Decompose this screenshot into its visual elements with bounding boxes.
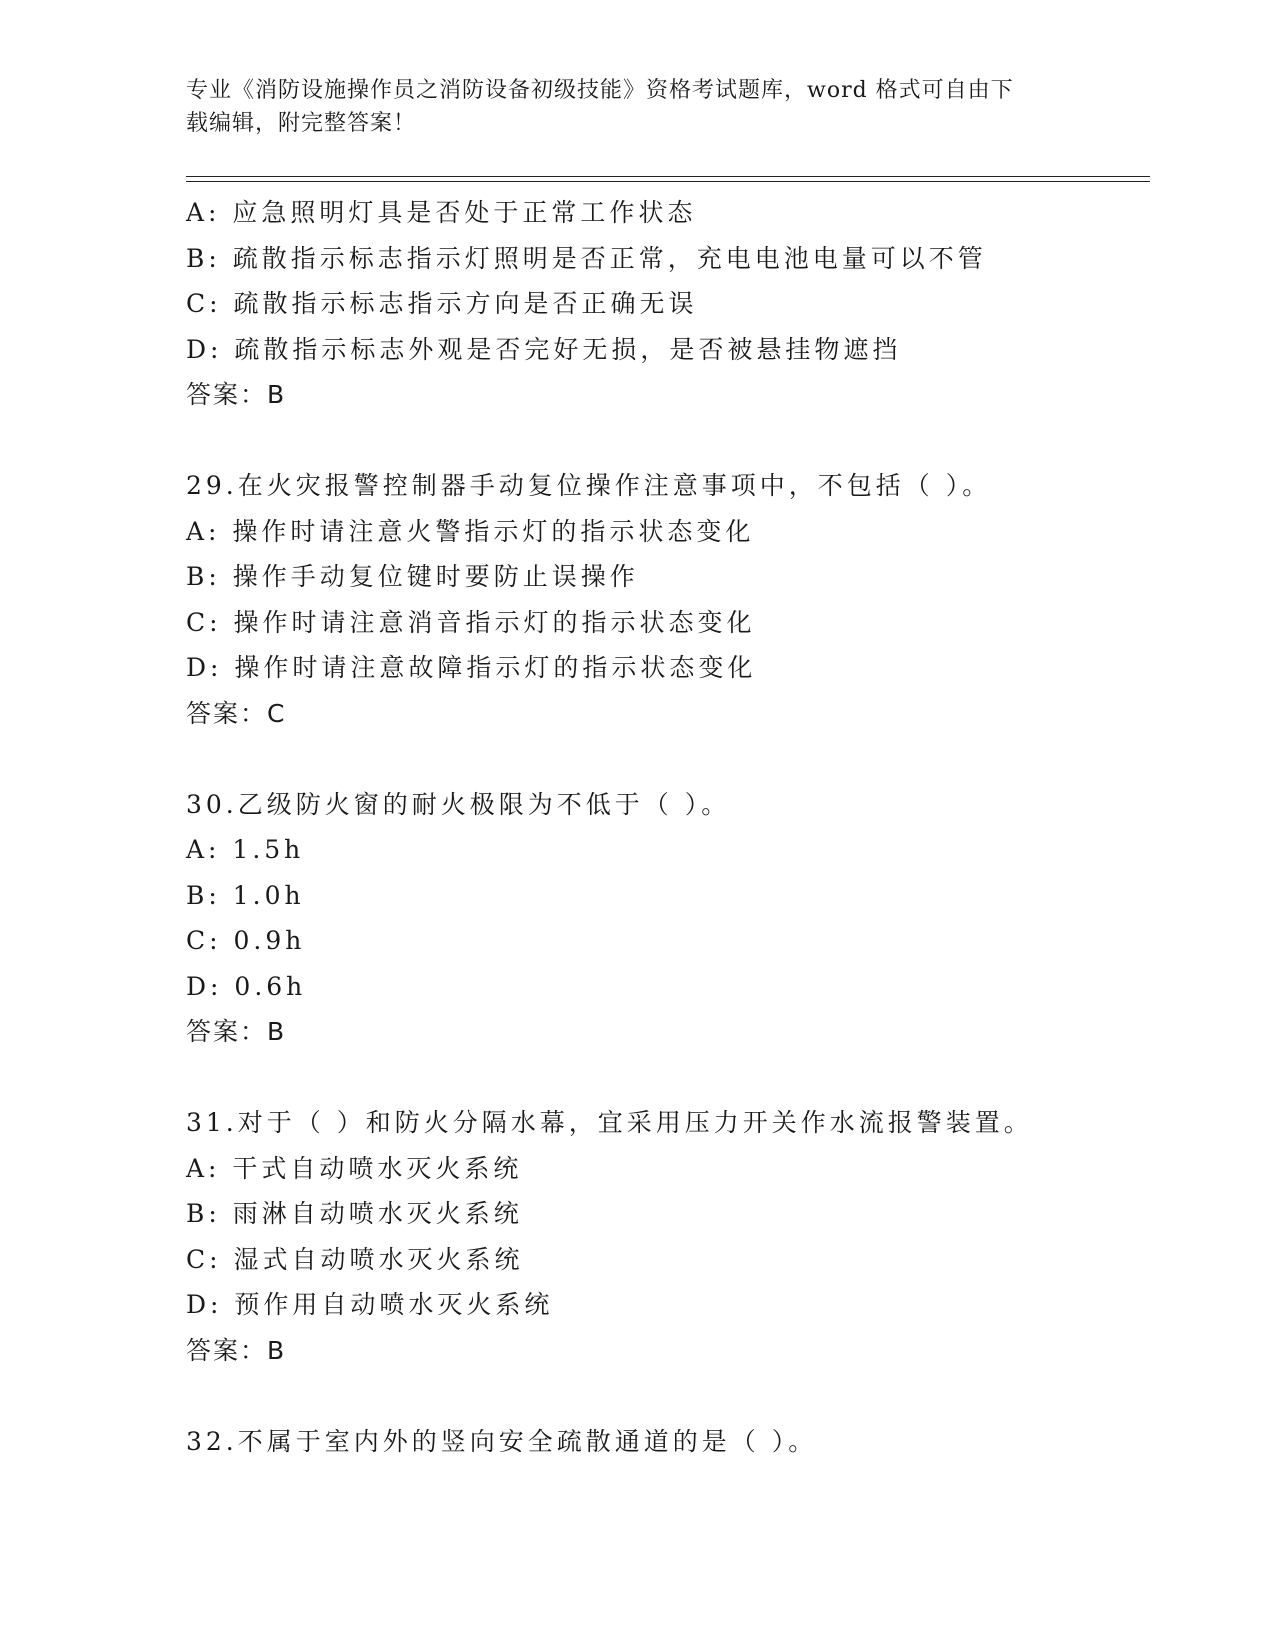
header-line-2: 载编辑，附完整答案！ (186, 111, 417, 136)
option-a: A: 1.5h (186, 835, 305, 864)
option-d: D: 操作时请注意故障指示灯的指示状态变化 (186, 653, 757, 682)
option-a: A: 应急照明灯具是否处于正常工作状态 (186, 198, 697, 227)
question-29 (186, 463, 1146, 736)
question-32 (186, 1419, 1146, 1465)
question-28 (186, 190, 1146, 418)
answer: 答案：B (186, 380, 287, 409)
question-31 (186, 1100, 1146, 1373)
question-30 (186, 782, 1146, 1055)
option-c: C: 疏散指示标志指示方向是否正确无误 (186, 289, 698, 318)
option-c: C: 0.9h (186, 926, 306, 955)
header-rule-bottom (186, 181, 1150, 182)
option-b: B: 雨淋自动喷水灭火系统 (186, 1199, 523, 1228)
question-stem: 32.不属于室内外的竖向安全疏散通道的是（ ）。 (186, 1426, 818, 1456)
option-d: D: 疏散指示标志外观是否完好无损，是否被悬挂物遮挡 (186, 334, 902, 364)
question-stem: 31.对于（ ）和防火分隔水幕，宜采用压力开关作水流报警装置。 (186, 1108, 1033, 1137)
answer: 答案：B (186, 1335, 287, 1365)
option-b: B: 操作手动复位键时要防止误操作 (186, 562, 639, 591)
question-stem: 29.在火灾报警控制器手动复位操作注意事项中，不包括（ ）。 (186, 471, 992, 500)
option-c: C: 操作时请注意消音指示灯的指示状态变化 (186, 607, 756, 637)
option-b: B: 疏散指示标志指示灯照明是否正常，充电电池电量可以不管 (186, 243, 987, 273)
option-d: D: 0.6h (186, 971, 307, 1001)
header-rule-top (186, 176, 1150, 177)
document-header (186, 74, 1066, 140)
option-b: B: 1.0h (186, 880, 305, 910)
option-d: D: 预作用自动喷水灭火系统 (186, 1290, 554, 1319)
option-a: A: 操作时请注意火警指示灯的指示状态变化 (186, 516, 755, 546)
answer: 答案：B (186, 1017, 287, 1046)
question-stem: 30.乙级防火窗的耐火极限为不低于（ ）。 (186, 789, 731, 819)
header-line-1: 专业《消防设施操作员之消防设备初级技能》资格考试题库，word 格式可自由下 (186, 78, 1014, 103)
option-a: A: 干式自动喷水灭火系统 (186, 1153, 523, 1183)
option-c: C: 湿式自动喷水灭火系统 (186, 1244, 524, 1274)
answer: 答案：C (186, 698, 287, 728)
question-list (186, 190, 1146, 1464)
